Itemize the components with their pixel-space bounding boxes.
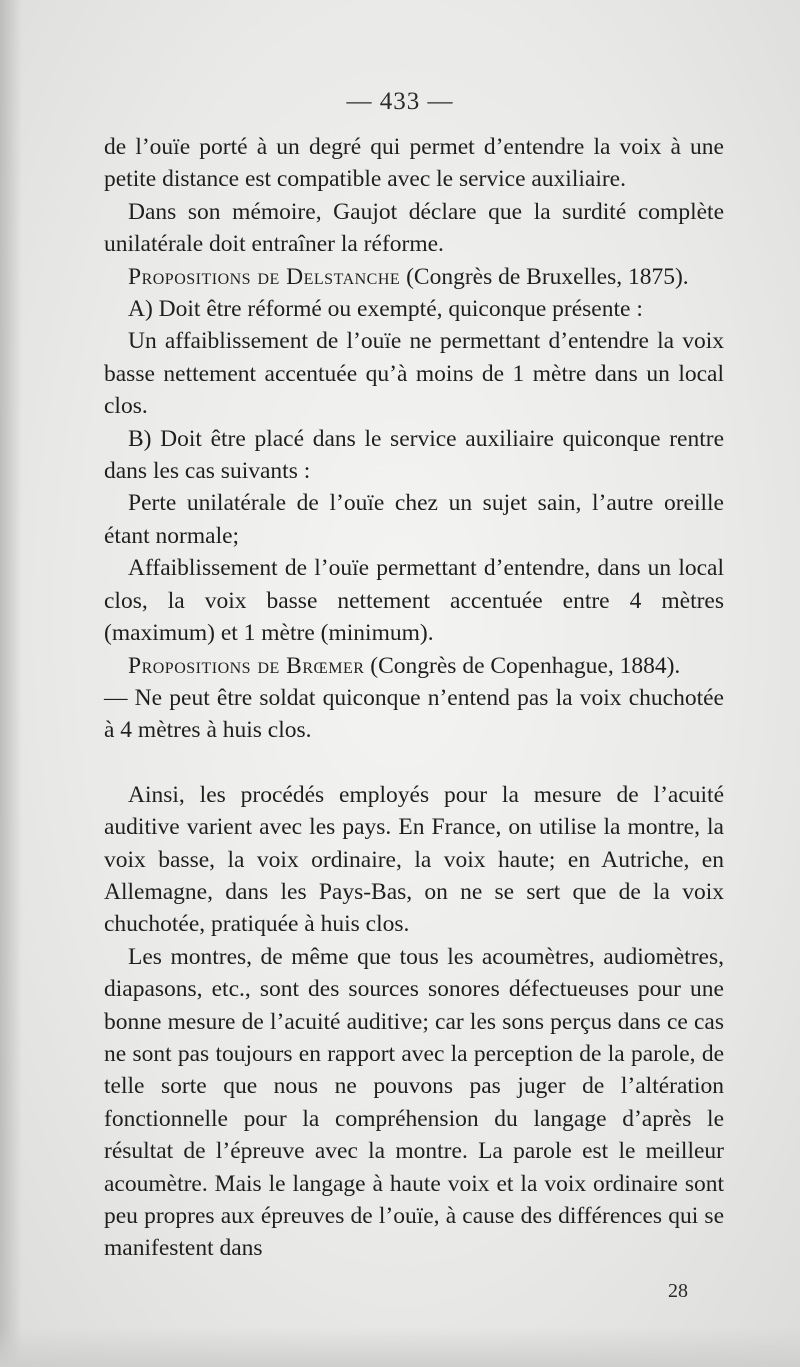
paragraph-b: B) Doit être placé dans le service auxiliaire quiconque rentre dans les cas suivants : <box>104 425 724 485</box>
paragraph-broemer-detail: — Ne peut être soldat quiconque n’entend pas la voix chuchotée à 4 mètres à huis clos. <box>104 684 724 744</box>
section-text-broemer: (Congrès de Copenhague, 1884). <box>364 652 681 679</box>
section-text-delstanche: (Congrès de Bruxelles, 1875). <box>400 263 689 290</box>
page-edge-shadow <box>0 0 22 1367</box>
page-number-header: — 433 — <box>346 88 454 115</box>
paragraph-broemer-heading <box>104 650 724 682</box>
paragraph-a: A) Doit être réformé ou exempté, quiconque présente : <box>128 296 643 323</box>
paragraph-continuation: de l’ouïe porté à un degré qui permet d’entendre la voix à une petite distance est compatible avec le service auxiliaire. <box>104 134 724 193</box>
page-bottom-shadow <box>0 1327 800 1367</box>
paragraph-montres: Les montres, de même que tous les acoumètres, audiomètres, diapasons, etc., sont des sources sonores défectueuses pour une bonne mesure de l’acuité auditive; car les sons perçus dans ce cas ne sont pas toujours en rapport avec la perception de la parole, de telle sorte que nous ne pouvons pas juger de l’altération fonctionnelle pour la compréhension du langage d’après le résultat de l’épreuve avec la montre. La parole est le meilleur acoumètre. Mais le langage à haute voix et la voix ordinaire sont peu propres aux épreuves de l’ouïe, à cause des différences qui se manifestent dans <box>104 943 724 1262</box>
signature-mark: 28 <box>668 1280 688 1302</box>
paragraph-b-detail-2: Affaiblissement de l’ouïe permettant d’entendre, dans un local clos, la voix basse nettement accentuée entre 4 mètres (maximum) et 1 mètre (minimum). <box>104 555 724 647</box>
paragraph-b-detail-1: Perte unilatérale de l’ouïe chez un sujet sain, l’autre oreille étant normale; <box>104 490 724 549</box>
paragraph-delstanche-heading <box>104 261 724 293</box>
section-lead-delstanche: Propositions de Delstanche <box>128 263 401 290</box>
paragraph-gaujot: Dans son mémoire, Gaujot déclare que la surdité complète unilatérale doit entraîner la réforme. <box>104 198 724 258</box>
body-text <box>104 131 724 1265</box>
paragraph-a-detail: Un affaiblissement de l’ouïe ne permettant d’entendre la voix basse nettement accentuée qu’à moins de 1 mètre dans un local clos. <box>104 328 724 420</box>
section-lead-broemer: Propositions de Brœmer <box>128 652 365 679</box>
paragraph-ainsi: Ainsi, les procédés employés pour la mesure de l’acuité auditive varient avec les pays. En France, on utilise la montre, la voix basse, la voix ordinaire, la voix haute; en Autriche, en Allemagne, dans les Pays-Bas, on ne se sert que de la voix chuchotée, pratiquée à huis clos. <box>104 781 724 938</box>
